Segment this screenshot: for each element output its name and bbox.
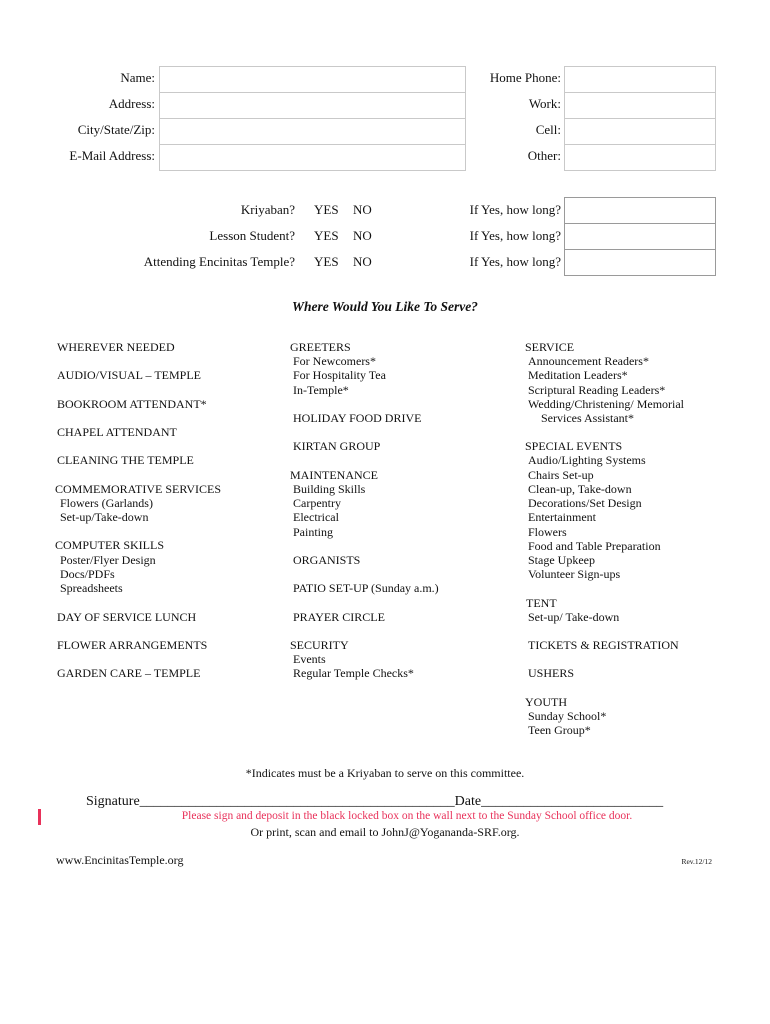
cell-phone-label: Cell:	[535, 122, 561, 137]
option-electrical[interactable]: Electrical	[293, 510, 339, 524]
option-patio-set-up[interactable]: PATIO SET-UP (Sunday a.m.)	[293, 581, 439, 595]
option-announcement-readers[interactable]: Announcement Readers*	[528, 354, 649, 368]
option-day-of-service-lunch[interactable]: DAY OF SERVICE LUNCH	[57, 610, 197, 624]
home-phone-field[interactable]	[564, 66, 716, 93]
option-food-and-table-preparation[interactable]: Food and Table Preparation	[528, 539, 661, 553]
email-address-field[interactable]	[159, 144, 466, 171]
option-audio-lighting-systems[interactable]: Audio/Lighting Systems	[528, 453, 646, 467]
other-phone-field[interactable]	[564, 144, 716, 171]
option-tent-set-up-take-down[interactable]: Set-up/ Take-down	[528, 610, 620, 624]
option-kirtan-group[interactable]: KIRTAN GROUP	[293, 439, 381, 453]
option-prayer-circle[interactable]: PRAYER CIRCLE	[293, 610, 385, 624]
option-security[interactable]: SECURITY	[290, 638, 349, 652]
option-commemorative-services[interactable]: COMMEMORATIVE SERVICES	[55, 482, 222, 496]
option-services-assistant[interactable]: Services Assistant*	[541, 411, 634, 425]
attending-temple-no-option[interactable]: NO	[353, 254, 372, 269]
kriyaban-question: Kriyaban?	[240, 202, 295, 217]
cell-phone-field[interactable]	[564, 118, 716, 145]
option-meditation-leaders[interactable]: Meditation Leaders*	[528, 368, 628, 382]
email-instruction: Or print, scan and email to JohnJ@Yogananda-SRF.org.	[250, 825, 520, 839]
option-holiday-food-drive[interactable]: HOLIDAY FOOD DRIVE	[293, 411, 422, 425]
option-volunteer-sign-ups[interactable]: Volunteer Sign-ups	[528, 567, 621, 581]
option-regular-temple-checks[interactable]: Regular Temple Checks*	[293, 666, 414, 680]
option-organists[interactable]: ORGANISTS	[293, 553, 361, 567]
option-flower-arrangements[interactable]: FLOWER ARRANGEMENTS	[57, 638, 208, 652]
name-field[interactable]	[159, 66, 466, 93]
option-flowers[interactable]: Flowers	[528, 525, 567, 539]
attending-temple-how-long-field[interactable]	[564, 249, 716, 276]
option-for-newcomers[interactable]: For Newcomers*	[293, 354, 376, 368]
attending-temple-question: Attending Encinitas Temple?	[143, 254, 295, 269]
option-for-hospitality-tea[interactable]: For Hospitality Tea	[293, 368, 386, 382]
deposit-instruction: Please sign and deposit in the black locked box on the wall next to the Sunday School office door.	[181, 810, 633, 822]
option-youth[interactable]: YOUTH	[525, 695, 567, 709]
option-special-events[interactable]: SPECIAL EVENTS	[525, 439, 623, 453]
home-phone-label: Home Phone:	[489, 70, 561, 85]
option-entertainment[interactable]: Entertainment	[528, 510, 596, 524]
kriyaban-no-option[interactable]: NO	[353, 202, 372, 217]
signature-date-line[interactable]: Signature_____________________________________________Date__________________________	[86, 794, 664, 809]
name-label: Name:	[120, 70, 155, 85]
work-phone-label: Work:	[528, 96, 561, 111]
option-set-up-take-down[interactable]: Set-up/Take-down	[60, 510, 149, 524]
attending-temple-yes-option[interactable]: YES	[314, 254, 339, 269]
option-building-skills[interactable]: Building Skills	[293, 482, 366, 496]
website-link[interactable]: www.EncinitasTemple.org	[56, 853, 184, 867]
address-field[interactable]	[159, 92, 466, 119]
option-docs-pdfs[interactable]: Docs/PDFs	[60, 567, 115, 581]
city-state-zip-field[interactable]	[159, 118, 466, 145]
lesson-student-how-long-label: If Yes, how long?	[469, 228, 561, 243]
option-service[interactable]: SERVICE	[525, 340, 575, 354]
option-sunday-school[interactable]: Sunday School*	[528, 709, 607, 723]
attending-temple-how-long-label: If Yes, how long?	[469, 254, 561, 269]
kriyaban-yes-option[interactable]: YES	[314, 202, 339, 217]
option-audio-visual[interactable]: AUDIO/VISUAL – TEMPLE	[57, 368, 201, 382]
option-garden-care[interactable]: GARDEN CARE – TEMPLE	[57, 666, 201, 680]
lesson-student-yes-option[interactable]: YES	[314, 228, 339, 243]
option-teen-group[interactable]: Teen Group*	[528, 723, 591, 737]
serve-heading: Where Would You Like To Serve?	[292, 299, 478, 314]
option-in-temple[interactable]: In-Temple*	[293, 383, 349, 397]
lesson-student-no-option[interactable]: NO	[353, 228, 372, 243]
lesson-student-how-long-field[interactable]	[564, 223, 716, 250]
option-events[interactable]: Events	[293, 652, 326, 666]
lesson-student-question: Lesson Student?	[209, 228, 295, 243]
other-phone-label: Other:	[527, 148, 561, 163]
address-label: Address:	[108, 96, 155, 111]
kriyaban-how-long-field[interactable]	[564, 197, 716, 224]
kriyaban-how-long-label: If Yes, how long?	[469, 202, 561, 217]
option-scriptural-reading-leaders[interactable]: Scriptural Reading Leaders*	[528, 383, 666, 397]
option-wherever-needed[interactable]: WHEREVER NEEDED	[57, 340, 175, 354]
option-tent[interactable]: TENT	[526, 596, 557, 610]
option-chapel-attendant[interactable]: CHAPEL ATTENDANT	[57, 425, 177, 439]
email-address-label: E-Mail Address:	[69, 148, 155, 163]
option-spreadsheets[interactable]: Spreadsheets	[60, 581, 123, 595]
option-stage-upkeep[interactable]: Stage Upkeep	[528, 553, 595, 567]
option-poster-flyer-design[interactable]: Poster/Flyer Design	[60, 553, 156, 567]
option-cleaning-temple[interactable]: CLEANING THE TEMPLE	[57, 453, 194, 467]
option-chairs-set-up[interactable]: Chairs Set-up	[528, 468, 594, 482]
option-carpentry[interactable]: Carpentry	[293, 496, 341, 510]
option-wedding-christening-memorial[interactable]: Wedding/Christening/ Memorial	[528, 397, 685, 411]
work-phone-field[interactable]	[564, 92, 716, 119]
option-decorations-set-design[interactable]: Decorations/Set Design	[528, 496, 642, 510]
option-greeters[interactable]: GREETERS	[290, 340, 351, 354]
option-painting[interactable]: Painting	[293, 525, 334, 539]
option-computer-skills[interactable]: COMPUTER SKILLS	[55, 538, 165, 552]
option-flowers-garlands[interactable]: Flowers (Garlands)	[60, 496, 153, 510]
option-tickets-registration[interactable]: TICKETS & REGISTRATION	[528, 638, 679, 652]
city-state-zip-label: City/State/Zip:	[77, 122, 155, 137]
option-ushers[interactable]: USHERS	[528, 666, 575, 680]
option-clean-up-take-down[interactable]: Clean-up, Take-down	[528, 482, 632, 496]
revision-label: Rev.12/12	[681, 857, 712, 866]
kriyaban-footnote: *Indicates must be a Kriyaban to serve on this committee.	[245, 766, 525, 780]
option-maintenance[interactable]: MAINTENANCE	[290, 468, 378, 482]
option-bookroom-attendant[interactable]: BOOKROOM ATTENDANT*	[57, 397, 207, 411]
